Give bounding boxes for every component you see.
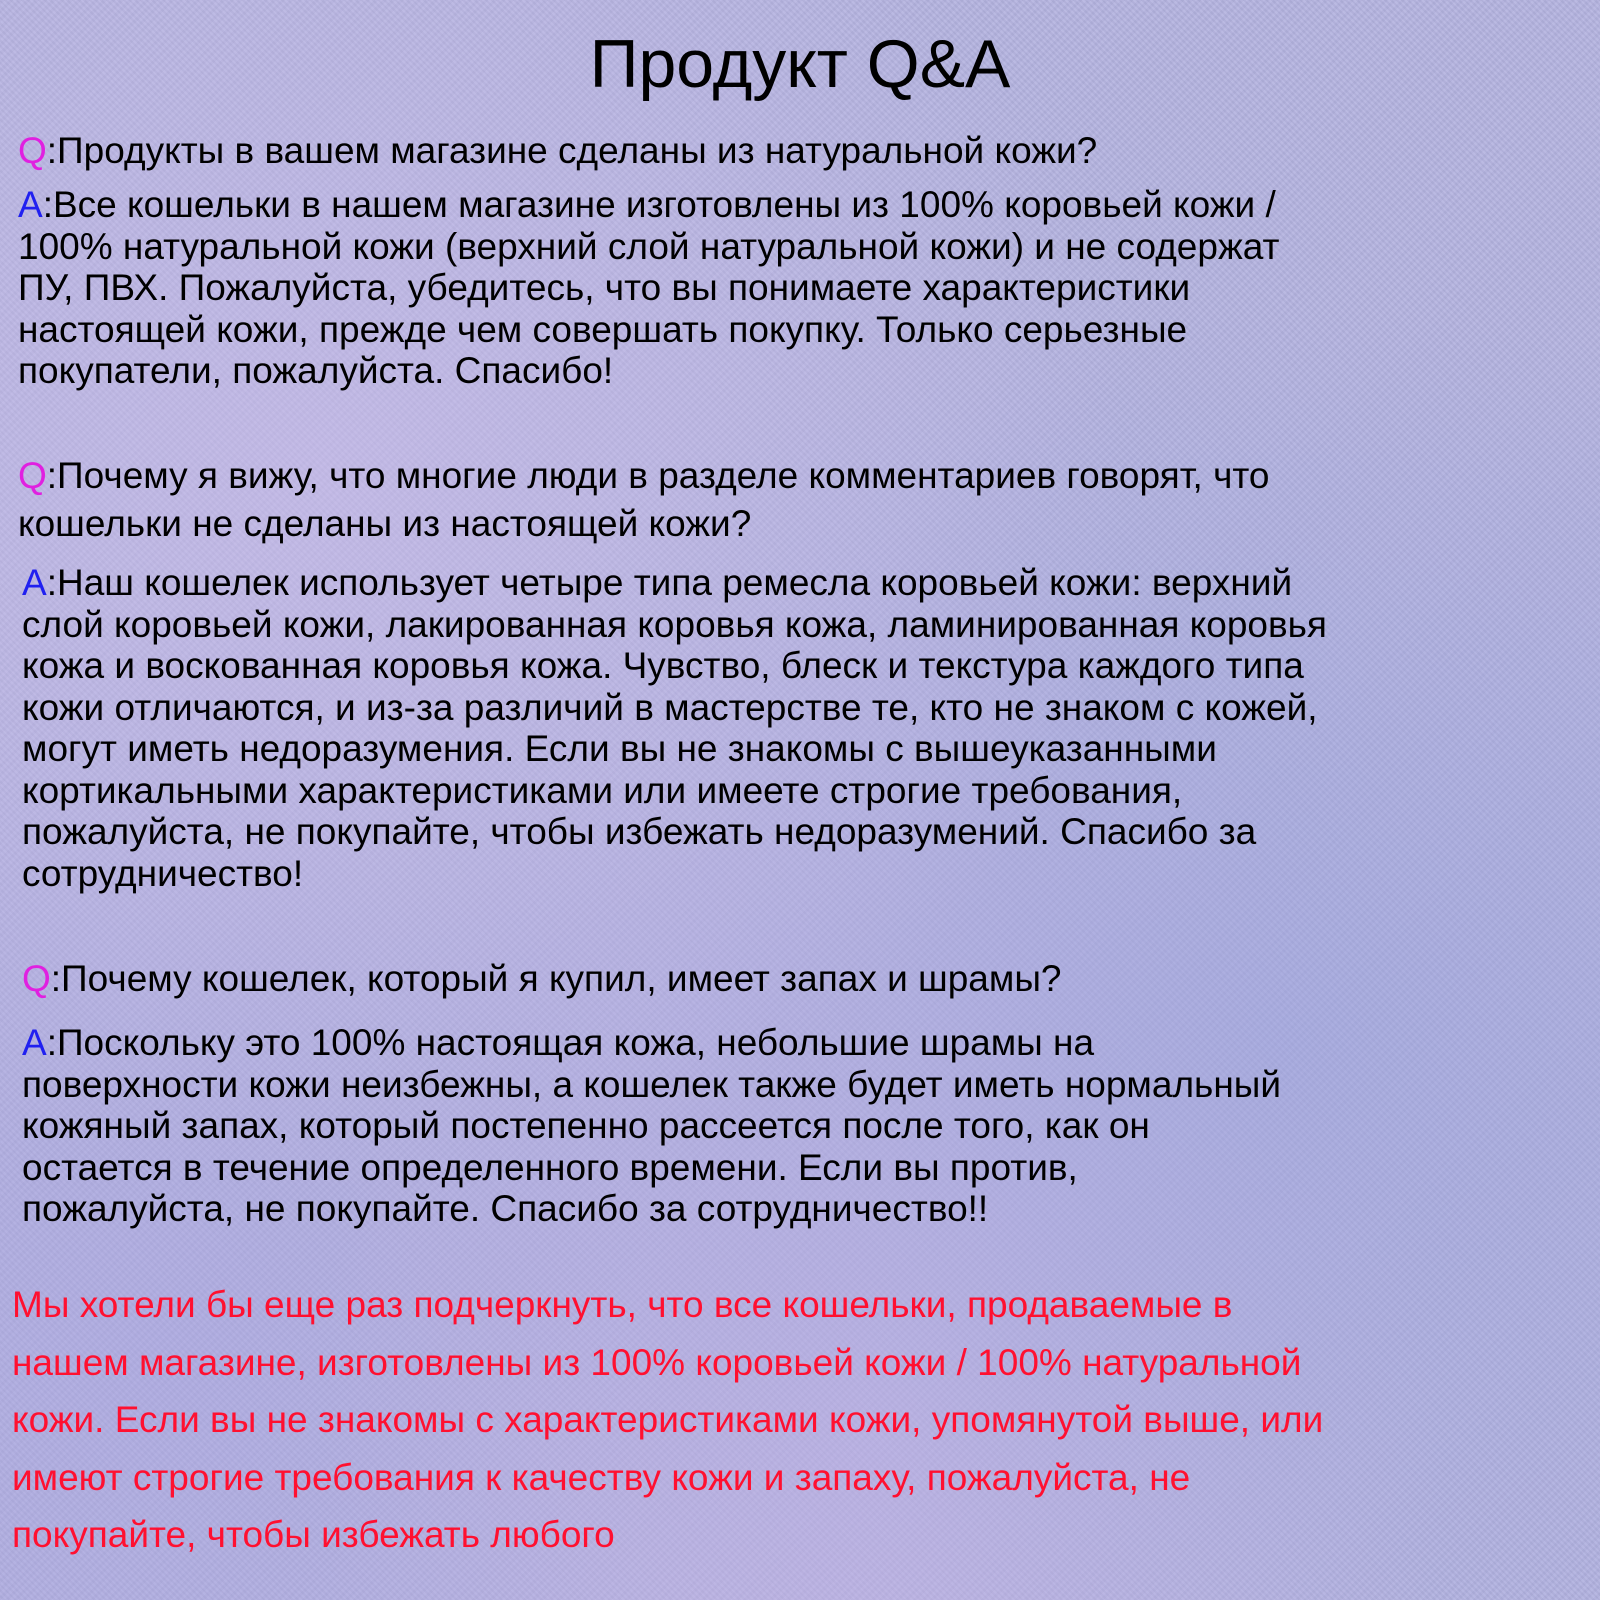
question-line: кошельки не сделаны из настоящей кожи? <box>18 503 752 544</box>
answer-line: :Поскольку это 100% настоящая кожа, небольшие шрамы на <box>46 1022 1095 1063</box>
answer-line: :Наш кошелек использует четыре типа ремесла коровьей кожи: верхний <box>46 562 1293 603</box>
answer-line: 100% натуральной кожи (верхний слой натуральной кожи) и не содержат <box>18 225 1280 267</box>
question-line: :Почему кошелек, который я купил, имеет запах и шрамы? <box>50 958 1062 999</box>
a-marker: A <box>22 1022 47 1063</box>
question-line: :Почему я вижу, что многие люди в разделе комментариев говорят, что <box>46 455 1270 496</box>
answer-line: кожа и воскованная коровья кожа. Чувство, блеск и текстура каждого типа <box>22 645 1304 686</box>
answer-line: покупатели, пожалуйста. Спасибо! <box>18 350 614 391</box>
question-line: :Продукты в вашем магазине сделаны из натуральной кожи? <box>46 130 1098 171</box>
a-marker: A <box>18 184 43 225</box>
answer-line: сотрудничество! <box>22 852 304 894</box>
answer-2 <box>22 562 1327 894</box>
note-line: нашем магазине, изготовлены из 100% коровьей кожи / 100% натуральной <box>12 1341 1302 1383</box>
a-marker: A <box>22 562 47 603</box>
answer-1 <box>18 184 1279 392</box>
answer-line: кожяный запах, который постепенно рассеется после того, как он <box>22 1105 1150 1146</box>
closing-note <box>12 1276 1323 1564</box>
note-line: кожи. Если вы не знакомы с характеристиками кожи, упомянутой выше, или <box>12 1399 1324 1440</box>
question-2 <box>18 452 1269 548</box>
q-marker: Q <box>22 958 51 999</box>
answer-line: пожалуйста, не покупайте, чтобы избежать недоразумений. Спасибо за <box>22 811 1257 852</box>
answer-line: поверхности кожи неизбежны, а кошелек также будет иметь нормальный <box>22 1063 1282 1105</box>
answer-line: кожи отличаются, и из-за различий в мастерстве те, кто не знаком с кожей, <box>22 686 1318 728</box>
note-line: имеют строгие требования к качеству кожи и запаху, пожалуйста, не <box>12 1456 1191 1498</box>
answer-line: настоящей кожи, прежде чем совершать покупку. Только серьезные <box>18 308 1188 350</box>
answer-line: слой коровьей кожи, лакированная коровья кожа, ламинированная коровья <box>22 603 1327 645</box>
page-title: Продукт Q&A <box>589 26 1011 102</box>
q-marker: Q <box>18 455 47 496</box>
note-line: Мы хотели бы еще раз подчеркнуть, что все кошельки, продаваемые в <box>12 1284 1233 1325</box>
answer-3 <box>22 1022 1281 1230</box>
answer-line: :Все кошельки в нашем магазине изготовлены из 100% коровьей кожи / <box>42 184 1276 225</box>
note-line: покупайте, чтобы избежать любого <box>12 1514 615 1555</box>
answer-line: могут иметь недоразумения. Если вы не знакомы с вышеуказанными <box>22 728 1217 769</box>
answer-line: ПУ, ПВХ. Пожалуйста, убедитесь, что вы понимаете характеристики <box>18 267 1191 308</box>
q-marker: Q <box>18 130 47 171</box>
answer-line: кортикальными характеристиками или имеете строгие требования, <box>22 769 1183 811</box>
question-1 <box>18 130 1097 172</box>
question-3 <box>22 958 1062 1000</box>
answer-line: пожалуйста, не покупайте. Спасибо за сотрудничество!! <box>22 1188 989 1229</box>
answer-line: остается в течение определенного времени. Если вы против, <box>22 1146 1078 1188</box>
